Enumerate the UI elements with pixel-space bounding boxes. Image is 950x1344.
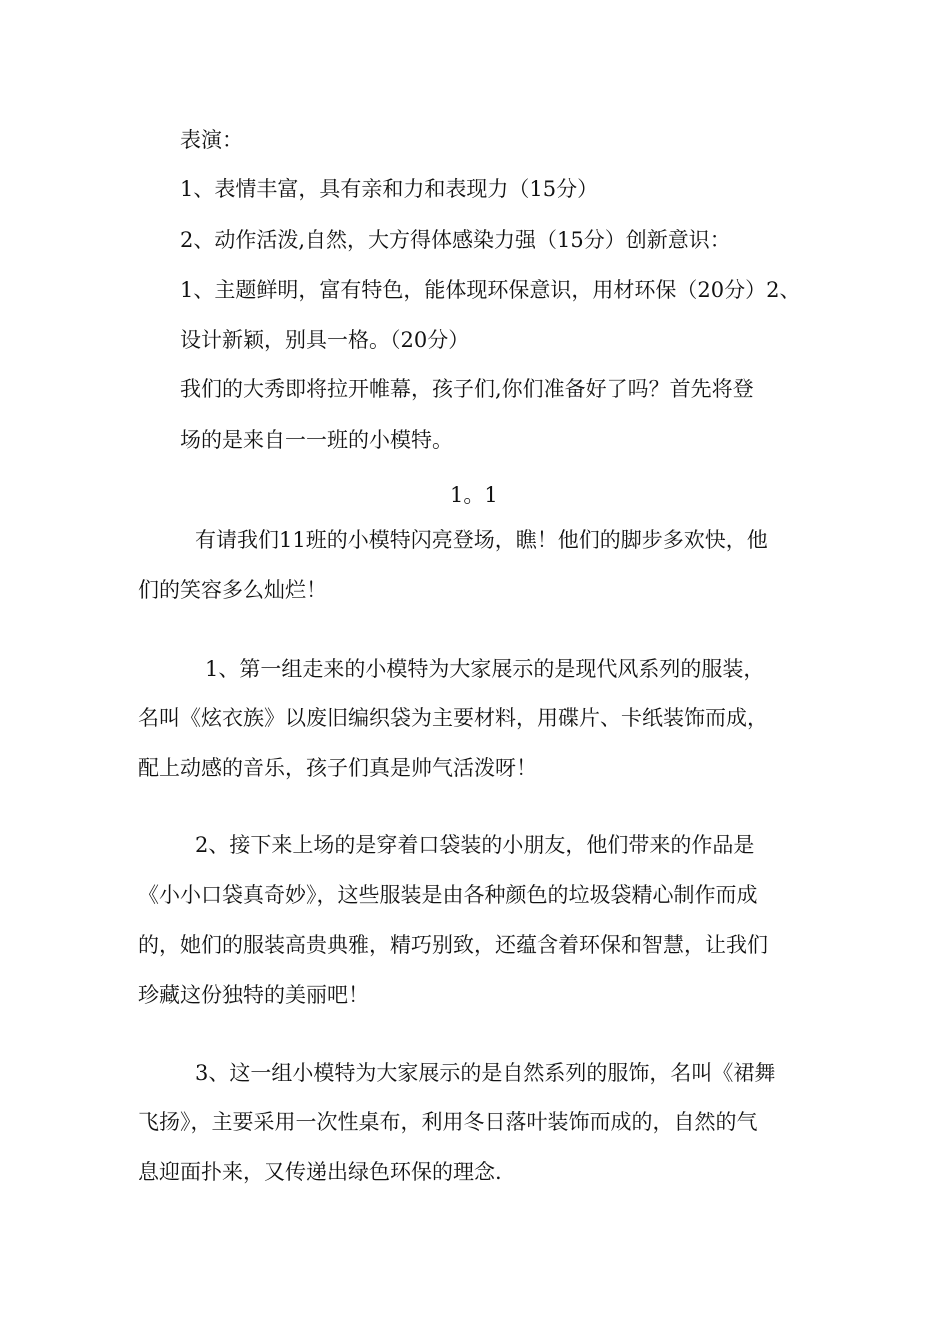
paragraph-line: 珍藏这份独特的美丽吧！	[138, 983, 369, 1007]
paragraph-line: 息迎面扑来，又传递出绿色环保的理念.	[138, 1160, 502, 1184]
criterion-line: 1、表情丰富，具有亲和力和表现力（15分）	[180, 177, 599, 201]
paragraph-line: 1、第一组走来的小模特为大家展示的是现代风系列的服装，	[205, 657, 765, 681]
paragraph-line: 有请我们11班的小模特闪亮登场，瞧！他们的脚步多欢快，他	[195, 528, 768, 552]
paragraph-line: 飞扬》，主要采用一次性桌布，利用冬日落叶装饰而成的，自然的气	[138, 1110, 758, 1134]
section-heading-performance: 表演：	[180, 128, 243, 152]
paragraph-line: 3、这一组小模特为大家展示的是自然系列的服饰，名叫《裙舞	[195, 1061, 776, 1085]
criterion-line: 2、动作活泼,自然，大方得体感染力强（15分）创新意识：	[180, 228, 731, 252]
paragraph-line: 2、接下来上场的是穿着口袋装的小朋友，他们带来的作品是	[195, 833, 755, 857]
paragraph-line: 们的笑容多么灿烂！	[138, 578, 327, 602]
criterion-line: 1、主题鲜明，富有特色，能体现环保意识，用材环保（20分）2、	[180, 278, 801, 302]
paragraph-line: 《小小口袋真奇妙》，这些服装是由各种颜色的垃圾袋精心制作而成	[138, 883, 758, 907]
paragraph-line: 的，她们的服装高贵典雅，精巧别致，还蕴含着环保和智慧，让我们	[138, 933, 768, 957]
paragraph-line: 名叫《炫衣族》以废旧编织袋为主要材料，用碟片、卡纸装饰而成，	[138, 706, 768, 730]
class-heading: 1。1	[450, 483, 498, 507]
paragraph-line: 我们的大秀即将拉开帷幕，孩子们,你们准备好了吗？首先将登	[180, 377, 754, 401]
paragraph-line: 配上动感的音乐，孩子们真是帅气活泼呀！	[138, 756, 537, 780]
paragraph-line: 场的是来自一一班的小模特。	[180, 428, 453, 452]
criterion-line: 设计新颖，别具一格。（20分）	[180, 328, 470, 352]
